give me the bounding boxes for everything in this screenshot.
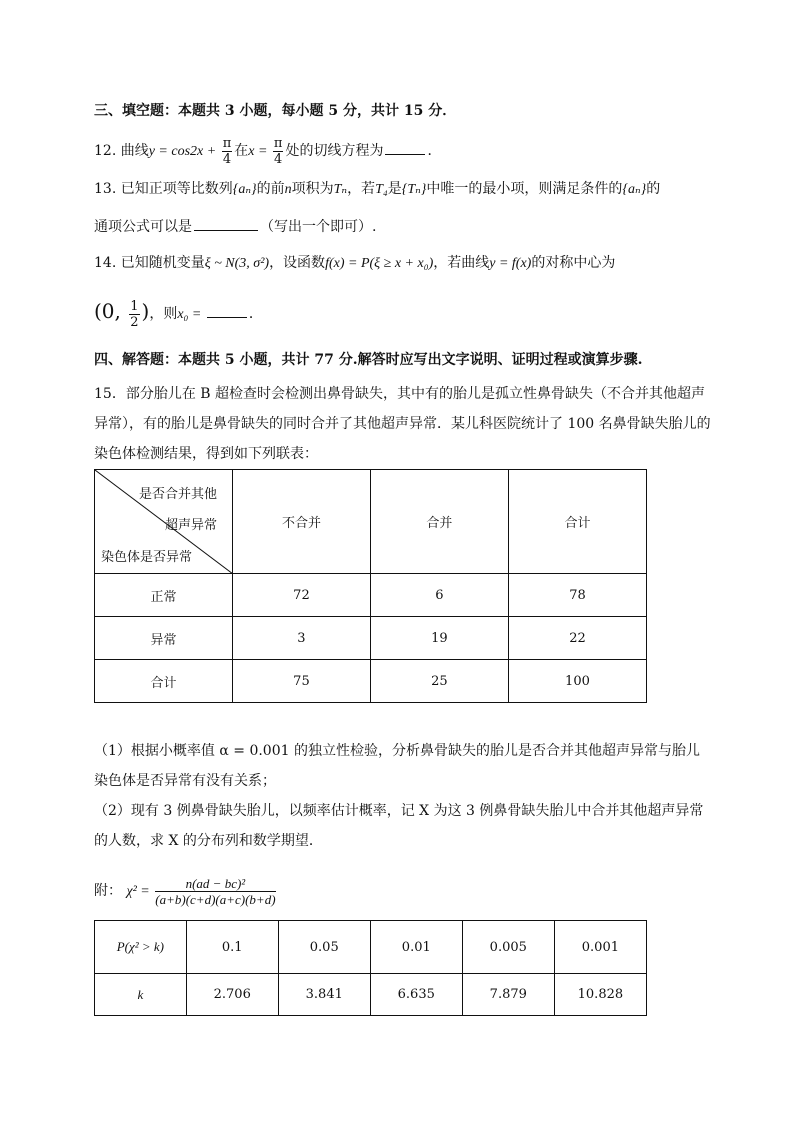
table-cell: 72 — [232, 574, 370, 617]
q14-answer-blank — [207, 303, 247, 318]
q13-line2-pre: 通项公式可以是 — [94, 219, 192, 235]
header-merged: 合并 — [370, 470, 508, 574]
table-row — [95, 660, 647, 703]
table-cell: 6 — [370, 574, 508, 617]
q12-answer-blank — [385, 140, 425, 155]
crit-k-cell: 6.635 — [370, 974, 462, 1016]
q13-line2-post: （写出一个即可）. — [260, 219, 377, 235]
q14-end: ． — [248, 306, 263, 322]
section3-header: 三、填空题：本题共 3 小题，每小题 5 分，共计 15 分． — [94, 103, 457, 119]
chi-numerator: n(ad − bc)² — [155, 876, 275, 892]
row-label: 异常 — [95, 617, 233, 660]
question-14-line2 — [94, 293, 263, 329]
crit-k-cell: 10.828 — [554, 974, 646, 1016]
q12-at: 在 — [234, 143, 249, 159]
table-cell: 19 — [370, 617, 508, 660]
q13-answer-blank — [194, 216, 258, 231]
q12-fraction-1: $\frac{\pi}{4}$ — [222, 135, 232, 167]
table-row — [95, 617, 647, 660]
q12-pre: 曲线 — [120, 143, 149, 159]
q12-curve: y = cos2x + — [148, 144, 220, 159]
crit-k-cell: 3.841 — [278, 974, 370, 1016]
diag-bottom-label: 染色体是否异常 — [101, 550, 193, 565]
crit-k-cell: 7.879 — [462, 974, 554, 1016]
crit-p-cell: 0.001 — [554, 921, 646, 974]
q13-an2: {aₙ} — [622, 182, 647, 197]
q14-x0: x₀ = — [177, 307, 205, 322]
chi-square-lhs: χ² = — [126, 884, 154, 899]
chi-square-fraction — [155, 876, 275, 907]
q14-curve: y = f(x) — [489, 256, 532, 271]
row-label: 正常 — [95, 574, 233, 617]
row-label: 合计 — [95, 660, 233, 703]
table-cell: 75 — [232, 660, 370, 703]
table-cell: 100 — [508, 660, 646, 703]
q13-text3: 项积为 — [291, 181, 334, 197]
q12-post: 处的切线方程为 — [285, 143, 384, 159]
crit-row2-label: k — [95, 974, 187, 1016]
table-diagonal-header — [95, 470, 233, 574]
q12-xeq: x = — [248, 144, 271, 159]
q14-fraction: $\frac{1}{2}$ — [130, 298, 139, 330]
crit-row1-label: P(χ² > k) — [95, 921, 187, 974]
q15-part2-line2: 的人数，求 X 的分布列和数学期望． — [94, 833, 323, 849]
q13-text6: 中唯一的最小项，则满足条件的 — [426, 181, 623, 197]
section4-header: 四、解答题：本题共 5 小题，共计 77 分.解答时应写出文字说明、证明过程或演算步骤. — [94, 352, 643, 368]
table-row — [95, 974, 647, 1016]
q13-t4: T₄ — [375, 182, 388, 197]
diag-top-label-2: 超声异常 — [165, 518, 218, 533]
q15-line3: 染色体检测结果，得到如下列联表： — [94, 446, 318, 462]
appendix-formula — [94, 870, 278, 912]
q13-an: {aₙ} — [232, 182, 257, 197]
q14-text3: ，若曲线 — [433, 255, 490, 271]
table-cell: 78 — [508, 574, 646, 617]
crit-p-cell: 0.01 — [370, 921, 462, 974]
q13-text5: 是 — [387, 181, 402, 197]
q13-number: 13. — [94, 181, 117, 197]
q15-line1: 15．部分胎儿在 B 超检查时会检测出鼻骨缺失，其中有的胎儿是孤立性鼻骨缺失（不合并其他超声 — [94, 386, 706, 402]
diag-top-label-1: 是否合并其他 — [139, 487, 218, 502]
contingency-table — [94, 469, 647, 703]
q15-part1-line1: （1）根据小概率值 α = 0.001 的独立性检验，分析鼻骨缺失的胎儿是否合并其他超声异常与胎儿 — [94, 743, 700, 759]
q14-text1: 已知随机变量 — [120, 255, 205, 271]
chi-denominator: (a+b)(c+d)(a+c)(b+d) — [155, 891, 276, 907]
question-12 — [94, 135, 441, 167]
q13-text2: 的前 — [256, 181, 285, 197]
q15-part1-line2: 染色体是否异常有没有关系； — [94, 773, 276, 789]
q14-distribution: ξ ~ N(3, σ²) — [204, 256, 270, 271]
q14-text2: ，设函数 — [269, 255, 326, 271]
q14-center-close: ) — [141, 299, 150, 323]
q15-line2: 异常），有的胎儿是鼻骨缺失的同时合并了其他超声异常．某儿科医院统计了 100 名鼻骨缺失胎儿的 — [94, 416, 711, 432]
table-row — [95, 921, 647, 974]
crit-k-cell: 2.706 — [186, 974, 278, 1016]
q13-set-tn: {Tₙ} — [401, 182, 427, 197]
crit-p-cell: 0.1 — [186, 921, 278, 974]
q13-text4: ，若 — [347, 181, 376, 197]
q15-part2-line1: （2）现有 3 例鼻骨缺失胎儿，以频率估计概率，记 X 为这 3 例鼻骨缺失胎儿中合并其他超声异常 — [94, 803, 704, 819]
table-cell: 3 — [232, 617, 370, 660]
question-13-line2 — [94, 216, 376, 237]
q13-text1: 已知正项等比数列 — [120, 181, 233, 197]
header-total: 合计 — [508, 470, 646, 574]
header-not-merged: 不合并 — [232, 470, 370, 574]
q13-tn: Tₙ — [333, 182, 348, 197]
q14-center-open: (0, — [94, 299, 128, 323]
q13-n: n — [284, 182, 292, 197]
crit-p-cell: 0.05 — [278, 921, 370, 974]
q13-text7: 的 — [646, 181, 661, 197]
question-14-line1 — [94, 253, 615, 274]
table-row — [95, 574, 647, 617]
table-cell: 22 — [508, 617, 646, 660]
question-13-line1 — [94, 179, 660, 200]
q12-end: ． — [427, 143, 442, 159]
crit-p-cell: 0.005 — [462, 921, 554, 974]
q12-number: 12. — [94, 143, 117, 159]
q14-text5: ，则 — [149, 306, 178, 322]
appendix-label: 附： — [94, 883, 122, 899]
q14-number: 14. — [94, 255, 117, 271]
q14-text4: 的对称中心为 — [531, 255, 616, 271]
table-cell: 25 — [370, 660, 508, 703]
q12-fraction-2: $\frac{\pi}{4}$ — [273, 135, 283, 167]
q14-function: f(x) = P(ξ ≥ x + x₀) — [325, 256, 434, 271]
critical-value-table — [94, 920, 647, 1016]
